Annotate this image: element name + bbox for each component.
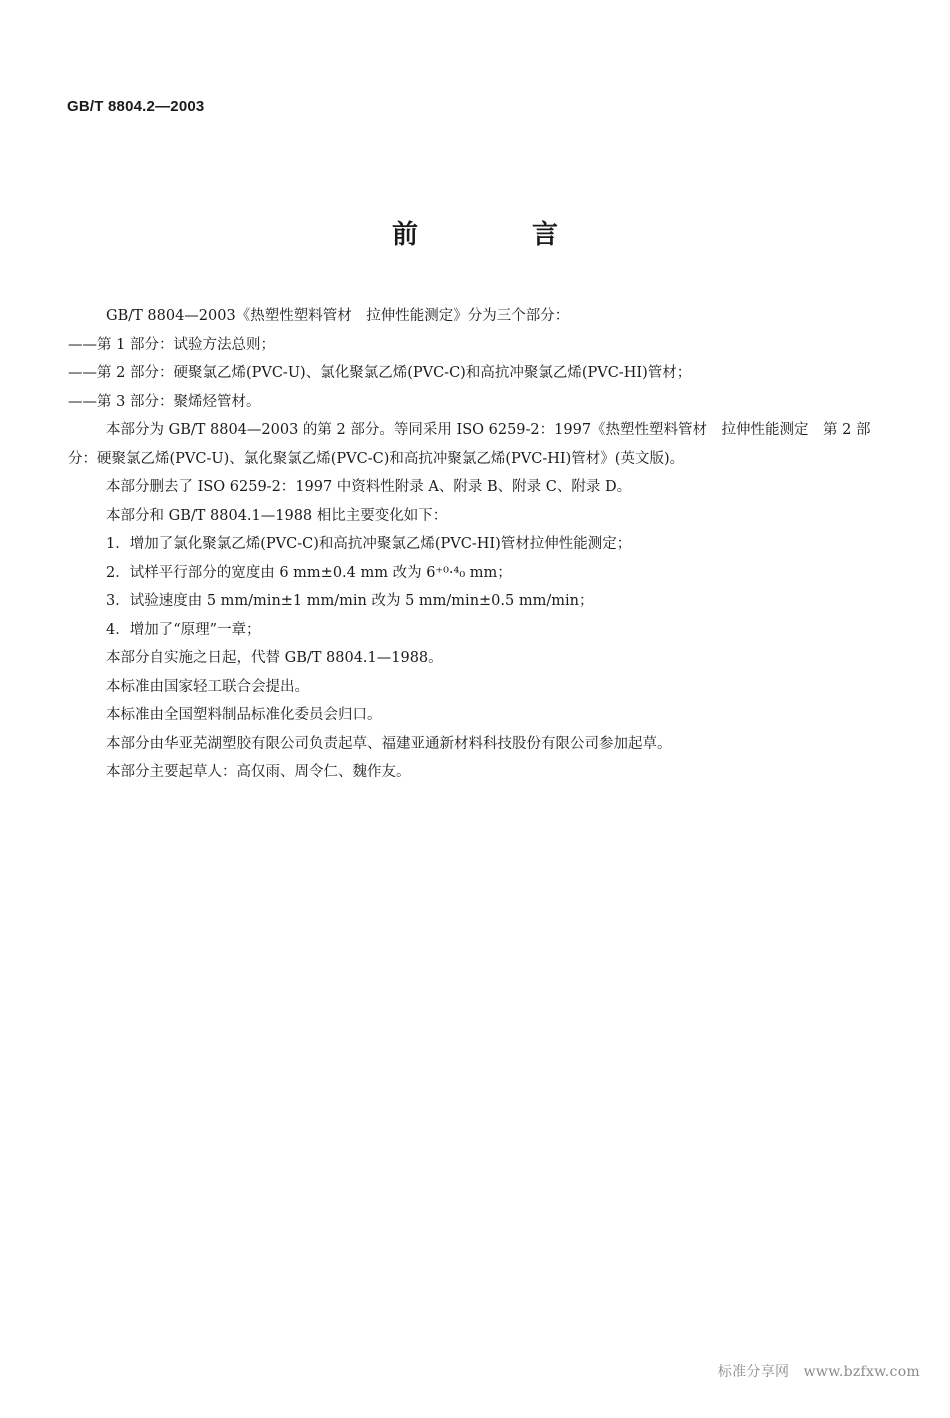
standard-code: GB/T 8804.2—2003 bbox=[67, 98, 205, 115]
change-item-1: 1．增加了氯化聚氯乙烯(PVC-C)和高抗冲聚氯乙烯(PVC-HI)管材拉伸性能测定； bbox=[106, 536, 632, 552]
paragraph-proposed-by: 本标准由国家轻工联合会提出。 bbox=[106, 678, 309, 695]
paragraph-changes-intro: 本部分和 GB/T 8804.1—1988 相比主要变化如下： bbox=[106, 507, 448, 524]
watermark-text: 标准分享网 www.bzfxw.com bbox=[717, 1364, 920, 1380]
foreword-body bbox=[68, 302, 888, 787]
paragraph-replacement: 本部分自实施之日起，代替 GB/T 8804.1—1988。 bbox=[106, 650, 443, 666]
list-item-part-1: ——第 1 部分：试验方法总则； bbox=[68, 336, 275, 353]
paragraph-deletions: 本部分删去了 ISO 6259-2：1997 中资料性附录 A、附录 B、附录 C、附录 D。 bbox=[106, 479, 632, 495]
paragraph-adoption: 本部分为 GB/T 8804—2003 的第 2 部分。等同采用 ISO 6259-2：1997《热塑性塑料管材 拉伸性能测定 第 2 部分：硬聚氯乙烯(PVC-U)、氯化聚氯乙烯(PVC-C)和高抗冲聚氯乙烯(PVC-HI)管材》(英文版)。 bbox=[68, 422, 871, 467]
change-item-3: 3．试验速度由 5 mm/min±1 mm/min 改为 5 mm/min±0.5 mm/min； bbox=[106, 593, 594, 609]
change-item-2: 2．试样平行部分的宽度由 6 mm±0.4 mm 改为 6⁺⁰·⁴₀ mm； bbox=[106, 564, 512, 581]
list-item-part-2: ——第 2 部分：硬聚氯乙烯(PVC-U)、氯化聚氯乙烯(PVC-C)和高抗冲聚氯乙烯(PVC-HI)管材； bbox=[68, 365, 692, 381]
paragraph-drafted-by: 本部分由华亚芜湖塑胶有限公司负责起草、福建亚通新材料科技股份有限公司参加起草。 bbox=[106, 735, 672, 752]
page-title: 前 言 bbox=[391, 220, 602, 250]
list-item-part-3: ——第 3 部分：聚烯烃管材。 bbox=[68, 393, 261, 410]
paragraph-centralized-by: 本标准由全国塑料制品标准化委员会归口。 bbox=[106, 707, 382, 723]
change-item-4: 4．增加了“原理”一章； bbox=[106, 621, 261, 638]
paragraph-drafters: 本部分主要起草人：高仅雨、周令仁、魏作友。 bbox=[106, 764, 411, 780]
paragraph-intro: GB/T 8804—2003《热塑性塑料管材 拉伸性能测定》分为三个部分： bbox=[106, 308, 570, 324]
